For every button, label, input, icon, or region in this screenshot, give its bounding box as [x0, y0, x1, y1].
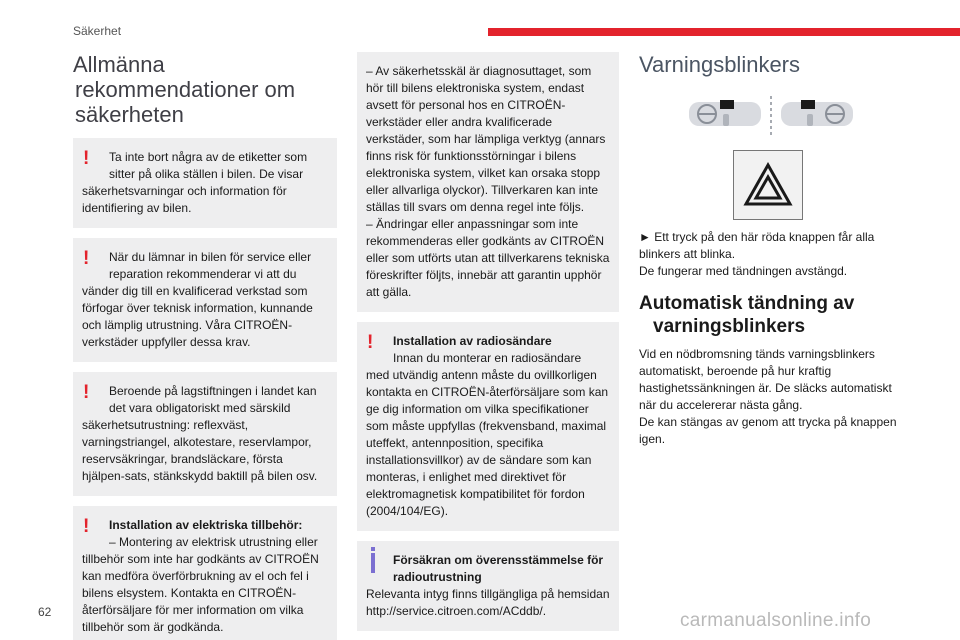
auto-hazard-text: Vid en nödbromsning tänds varningsblinkers automatiskt, beroende på hur kraftig hastighetssänkningen är. De släcks automatiskt när du accelererar nästa gång.: [639, 347, 892, 412]
box-text: – Ändringar eller anpassningar som inte rekommenderas eller godkänts av CITROËN eller som utförts utan att tillverkarens tekniska föreskrifter följts, innebär att garantin upphör att gälla.: [366, 217, 610, 299]
watermark: carmanualsonline.info: [680, 610, 872, 631]
section-color-bar: [488, 28, 960, 36]
box-text-lead: Ta inte bort några av de etiketter som sitter på olika ställen i bilen. De visar: [109, 150, 308, 181]
box-heading-text: Försäkran om överensstämmelse för radioutrustning: [393, 553, 604, 584]
hazard-text: De fungerar med tändningen avstängd.: [639, 264, 848, 278]
box-text: vänder dig till en kvalificerad verkstad som förfogar över teknisk information, kunnande och lämplig utrustning. Våra CITROËN-verkstäder uppfyller dessa krav.: [82, 284, 313, 349]
heading-line-rest: rekommendationer om säkerheten: [75, 77, 296, 127]
box-heading-text: Installation av radiosändare: [393, 334, 552, 348]
box-heading: [366, 552, 610, 586]
box-text-lead: – Montering av elektrisk utrustning eller: [109, 535, 318, 549]
box-text: med utvändig antenn måste du ovillkorligen kontakta en CITROËN-återförsäljare som kan ge dig information om vilka specifikationer som måste uppfyllas (frekvensband, maximal uteffekt, antennposition, specifika installationsvillkor) av de sändare som kan monteras, i enlighet med direktivet för elektromagnetisk kompatibilitet för fordon (2004/104/EG).: [366, 368, 609, 518]
warning-exclamation-icon: !: [83, 148, 90, 169]
box-text-lead: Innan du monterar en radiosändare: [393, 351, 582, 365]
hazard-description: [639, 229, 901, 448]
page-number: 62: [38, 605, 52, 619]
box-text: tillbehör som inte har godkänts av CITROËN kan medföra överförbrukning av el och fel i bilens elsystem. Kontakta en CITROËN-återförsäljare för mer information om vilka tillbehör som är godkända.: [82, 552, 319, 634]
hazard-button-image: [733, 150, 803, 220]
warning-box-labels: [73, 138, 337, 228]
warning-exclamation-icon: !: [83, 248, 90, 269]
heading-line-1: Allmänna: [73, 52, 165, 77]
info-icon: [371, 553, 375, 573]
warning-exclamation-icon: !: [367, 332, 374, 353]
auto-hazard-heading: [639, 292, 901, 338]
box-text: Relevanta intyg finns tillgängliga på hemsidan http://service.citroen.com/ACddb/.: [366, 587, 610, 618]
hazard-lights-heading: Varningsblinkers: [639, 52, 801, 77]
column-2: [357, 52, 619, 631]
steering-wheel-icon: [689, 100, 761, 126]
warning-box-equipment: [73, 372, 337, 496]
dashboard-illustration: [689, 96, 853, 136]
column-3: [639, 52, 901, 78]
continuation-box: [357, 52, 619, 312]
steering-wheel-icon: [781, 100, 853, 126]
warning-box-radio-transmitter: [357, 322, 619, 531]
auto-hazard-text: De kan stängas av genom att trycka på knappen igen.: [639, 415, 897, 446]
warning-exclamation-icon: !: [83, 516, 90, 537]
hazard-triangle-icon: [734, 151, 802, 219]
box-heading: [82, 516, 328, 537]
heading-line-rest: varningsblinkers: [653, 316, 806, 337]
general-safety-heading: [73, 52, 337, 127]
warning-box-electrical-accessories: [73, 506, 337, 640]
section-label: Säkerhet: [73, 24, 122, 38]
warning-exclamation-icon: !: [83, 382, 90, 403]
box-heading: [366, 332, 610, 353]
warning-box-service: [73, 238, 337, 362]
box-text: säkerhetsvarningar och information för identifiering av bilen.: [82, 184, 287, 215]
box-text: – Av säkerhetsskäl är diagnosuttaget, som hör till bilens elektroniska system, endast avsett för personal hos en CITROËN-verkstäder eller andra kvalificerade verkstäder, som har lämpliga verktyg (annars finns risk för funktionsstörningar i bilens elektroniska system, vilket kan orsaka stopp eller allvarliga olyckor). Tillverkaren kan inte ställas till svars om denna regel inte följs.: [366, 64, 606, 214]
info-box-conformity: [357, 541, 619, 631]
box-text-lead: Beroende på lagstiftningen i landet kan det vara obligatoriskt med särskild: [109, 384, 317, 415]
hazard-text: ► Ett tryck på den här röda knappen får alla blinkers att blinka.: [639, 230, 875, 261]
box-heading-text: Installation av elektriska tillbehör:: [109, 518, 303, 532]
column-1: [73, 52, 337, 640]
heading-line-1: Automatisk tändning av: [639, 293, 855, 314]
box-text-lead: När du lämnar in bilen för service eller reparation rekommenderar vi att du: [109, 250, 312, 281]
box-text: säkerhetsutrustning: reflexväst, varningstriangel, alkotestare, reservlampor, reservsäkringar, brandsläckare, första hjälpen-sats, stänkskydd baktill på bilen osv.: [82, 418, 318, 483]
